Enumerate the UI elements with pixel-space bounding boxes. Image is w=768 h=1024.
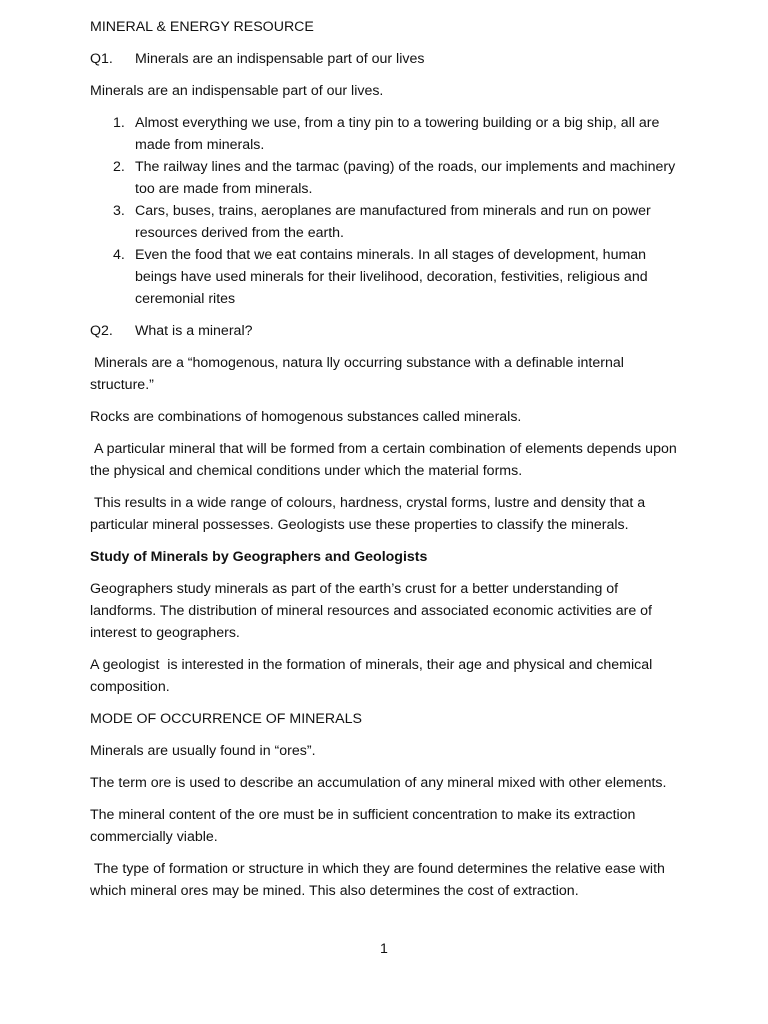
list-item — [90, 112, 680, 156]
intro-paragraph: Minerals are an indispensable part of our lives. — [90, 83, 384, 99]
question-2 — [90, 320, 680, 342]
list-item-text: Even the food that we eat contains minerals. In all stages of development, human beings have used minerals for their livelihood, decoration, festivities, religious and ceremonial rites — [135, 247, 648, 307]
body-paragraph: This results in a wide range of colours, hardness, crystal forms, lustre and density that a particular mineral possesses. Geologists use these properties to classify the minerals. — [90, 495, 650, 533]
question-text: What is a mineral? — [135, 323, 253, 339]
list-item-text: Cars, buses, trains, aeroplanes are manufactured from minerals and run on power resources derived from the earth. — [135, 203, 651, 241]
list-item-text: Almost everything we use, from a tiny pin to a towering building or a big ship, all are made from minerals. — [135, 115, 660, 153]
list-item-number: 1. — [113, 115, 125, 131]
body-paragraph: The mineral content of the ore must be in sufficient concentration to make its extraction commercially viable. — [90, 807, 636, 845]
body-paragraph: Geographers study minerals as part of the earth’s crust for a better understanding of landforms. The distribution of mineral resources and associated economic activities are of interest to geographers. — [90, 581, 652, 641]
list-item-number: 2. — [113, 159, 125, 175]
list-item-text: The railway lines and the tarmac (paving) of the roads, our implements and machinery too are made from minerals. — [135, 159, 676, 197]
numbered-list — [90, 112, 680, 310]
question-number: Q1. — [90, 51, 113, 67]
list-item — [90, 200, 680, 244]
section-subheading: Study of Minerals by Geographers and Geologists — [90, 549, 428, 565]
body-paragraph: Minerals are usually found in “ores”. — [90, 743, 316, 759]
body-paragraph: The type of formation or structure in which they are found determines the relative ease with which mineral ores may be mined. This also determines the cost of extraction. — [90, 861, 669, 899]
body-paragraph: A geologist is interested in the formation of minerals, their age and physical and chemical composition. — [90, 657, 657, 695]
list-item-number: 4. — [113, 247, 125, 263]
body-paragraph: The term ore is used to describe an accumulation of any mineral mixed with other elements. — [90, 775, 667, 791]
list-item-number: 3. — [113, 203, 125, 219]
document-heading: MINERAL & ENERGY RESOURCE — [90, 19, 314, 35]
list-item — [90, 244, 680, 310]
page-number: 1 — [380, 941, 388, 957]
body-paragraph: Minerals are a “homogenous, natura lly occurring substance with a definable internal structure.” — [90, 355, 628, 393]
body-paragraph: A particular mineral that will be formed from a certain combination of elements depends upon the physical and chemical conditions under which the material forms. — [90, 441, 681, 479]
section-heading: MODE OF OCCURRENCE OF MINERALS — [90, 711, 362, 727]
document-page — [90, 16, 680, 912]
question-text: Minerals are an indispensable part of our lives — [135, 51, 425, 67]
question-1 — [90, 48, 680, 70]
list-item — [90, 156, 680, 200]
question-number: Q2. — [90, 323, 113, 339]
body-paragraph: Rocks are combinations of homogenous substances called minerals. — [90, 409, 522, 425]
